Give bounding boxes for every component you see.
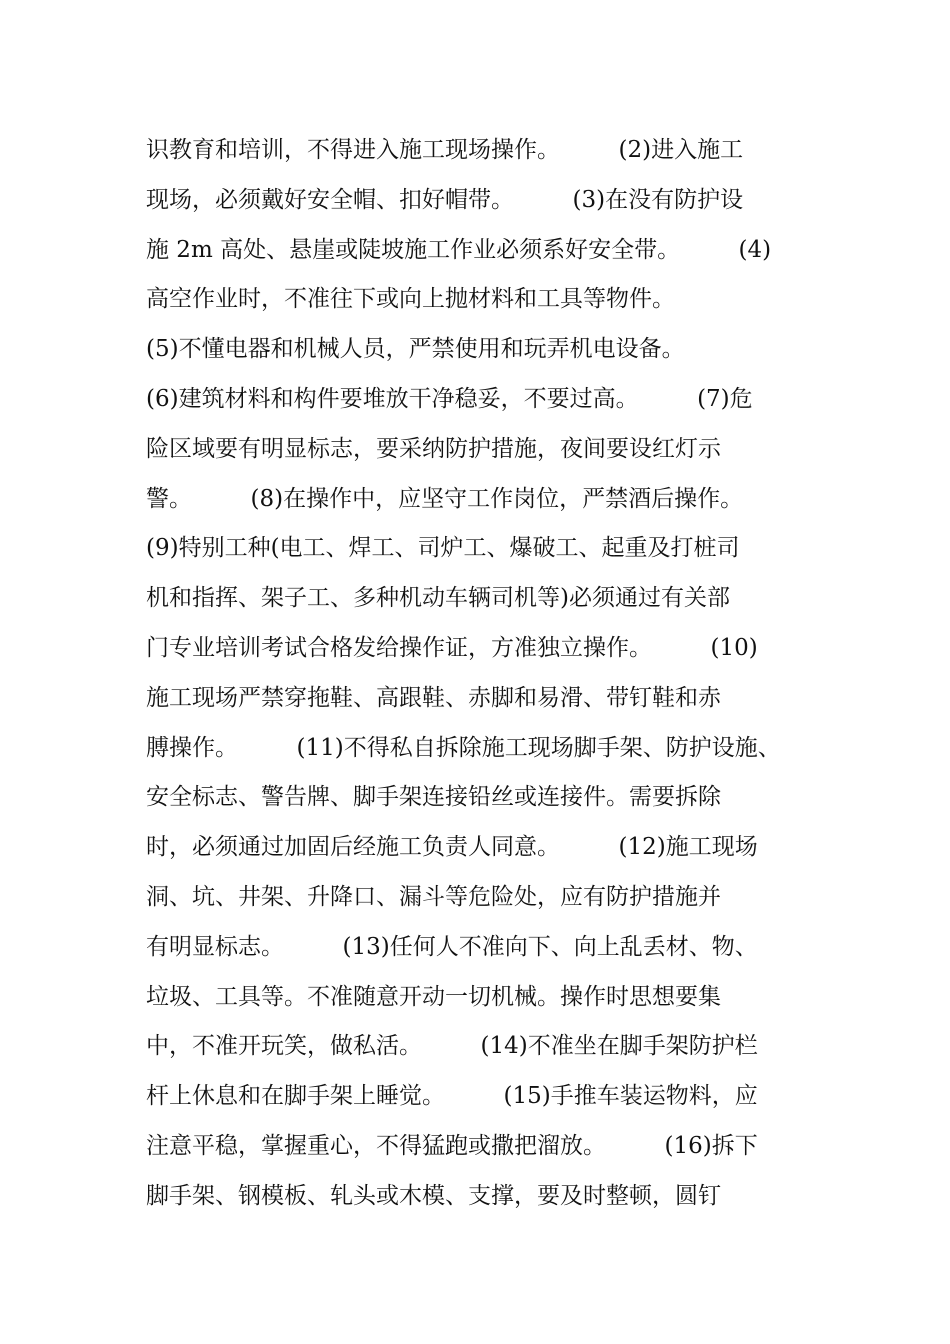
text-line: (6)建筑材料和构件要堆放干净稳妥，不要过高。 (7)危 xyxy=(146,385,753,412)
text-line: 垃圾、工具等。不准随意开动一切机械。操作时思想要集 xyxy=(146,983,721,1010)
text-line: 中，不准开玩笑，做私活。 (14)不准坐在脚手架防护栏 xyxy=(146,1033,758,1060)
body-text xyxy=(146,126,826,1222)
text-line: (5)不懂电器和机械人员，严禁使用和玩弄机电设备。 xyxy=(146,336,685,363)
text-line: 杆上休息和在脚手架上睡觉。 (15)手推车装运物料，应 xyxy=(146,1083,758,1110)
text-line: 注意平稳，掌握重心，不得猛跑或撒把溜放。 (16)拆下 xyxy=(146,1132,758,1159)
text-line: 洞、坑、井架、升降口、漏斗等危险处，应有防护措施并 xyxy=(146,883,721,910)
text-line: 有明显标志。 (13)任何人不准向下、向上乱丢材、物、 xyxy=(146,933,758,960)
text-line: 时，必须通过加固后经施工负责人同意。 (12)施工现场 xyxy=(146,834,758,861)
text-line: 施 2m 高处、悬崖或陡坡施工作业必须系好安全带。 (4) xyxy=(146,236,772,263)
text-line: 机和指挥、架子工、多种机动车辆司机等)必须通过有关部 xyxy=(146,585,730,612)
text-line: 安全标志、警告牌、脚手架连接铅丝或连接件。需要拆除 xyxy=(146,784,721,811)
text-line: 高空作业时，不准往下或向上抛材料和工具等物件。 xyxy=(146,286,675,313)
text-line: 门专业培训考试合格发给操作证，方准独立操作。 (10) xyxy=(146,634,758,661)
text-line: (9)特别工种(电工、焊工、司炉工、爆破工、起重及打桩司 xyxy=(146,535,740,562)
text-line: 险区域要有明显标志，要采纳防护措施，夜间要设红灯示 xyxy=(146,435,721,462)
text-line: 识教育和培训，不得进入施工现场操作。 (2)进入施工 xyxy=(146,137,744,163)
text-line: 脚手架、钢模板、轧头或木模、支撑，要及时整顿，圆钉 xyxy=(146,1182,721,1209)
text-line: 现场，必须戴好安全帽、扣好帽带。 (3)在没有防护设 xyxy=(146,186,744,213)
text-line: 施工现场严禁穿拖鞋、高跟鞋、赤脚和易滑、带钉鞋和赤 xyxy=(146,684,721,711)
text-line: 膊操作。 (11)不得私自拆除施工现场脚手架、防护设施、 xyxy=(146,734,781,761)
text-line: 警。 (8)在操作中，应坚守工作岗位，严禁酒后操作。 xyxy=(146,485,744,512)
